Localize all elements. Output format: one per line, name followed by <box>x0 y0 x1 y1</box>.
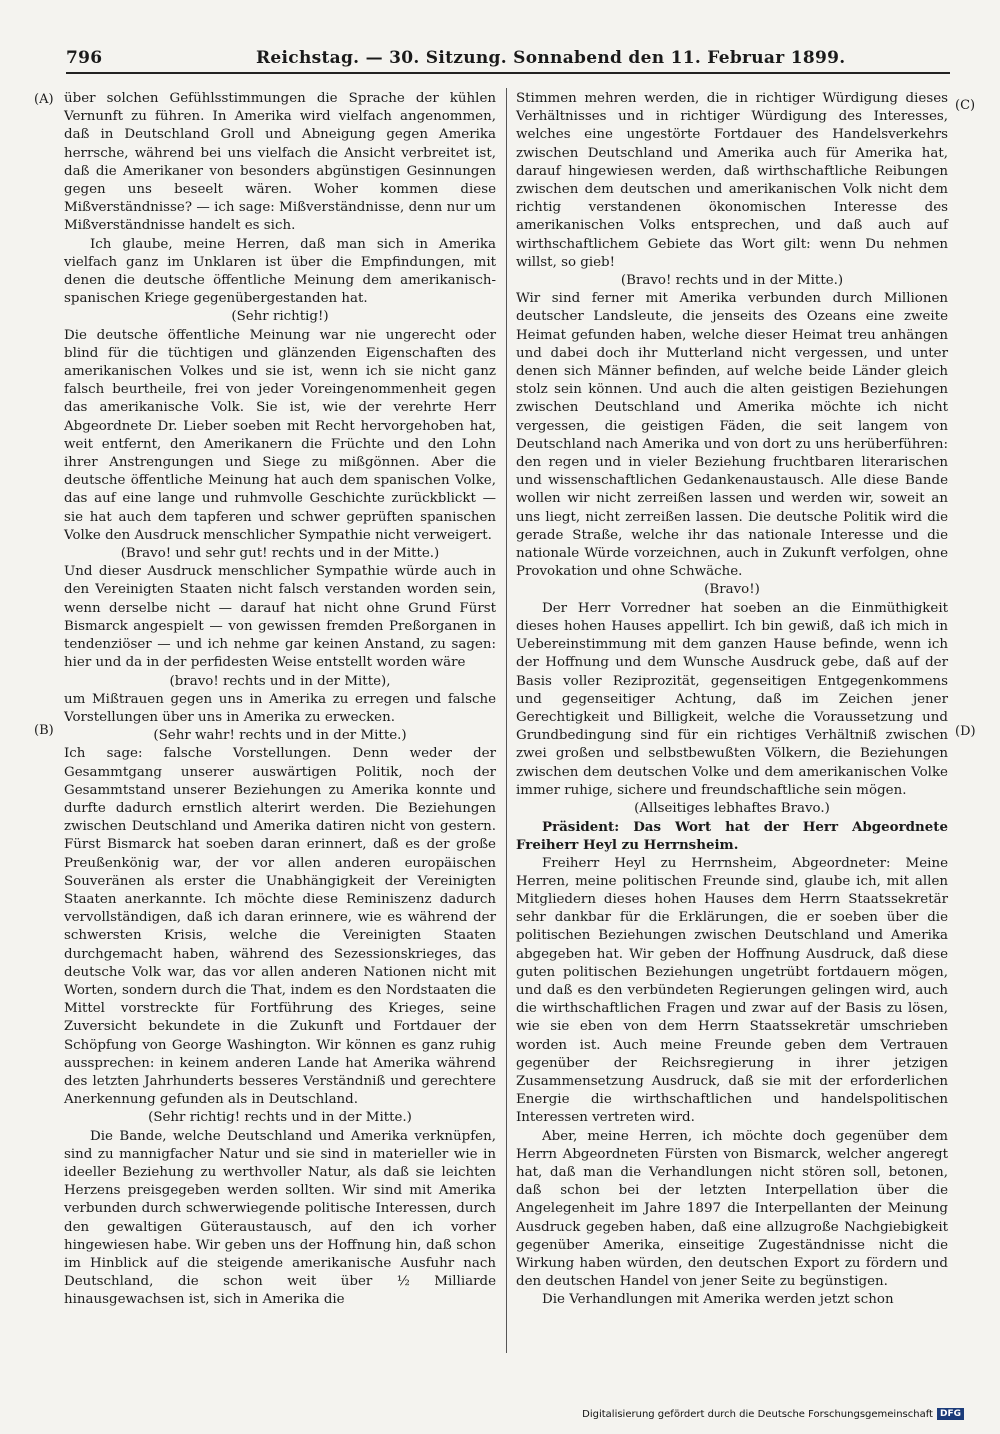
paragraph: Und dieser Ausdruck menschlicher Sympathie würde auch in den Vereinigten Staaten nicht falsch verstanden worden sein, wenn derselbe nicht — darauf hat nicht ohne Grund Fürst Bismarck angespielt — von gewissen fremden Preßorganen in tendenziöser — und ich nehme gar keinen Anstand, zu sagen: hier und da in der perfidesten Weise entstellt worden wäre <box>64 564 496 671</box>
speaker-paragraph: Freiherr Heyl zu Herrnsheim, Abgeordneter: Meine Herren, meine politischen Freunde sind, glaube ich, mit allen Mitgliedern dieses hohen Hauses dem Herrn Staatssekretär sehr dankbar für die Erklärungen, die er soeben über die politischen Beziehungen zwischen Deutschland und Amerika abgegeben hat. Wir geben der Hoffnung Ausdruck, daß diese guten politischen Beziehungen ungetrübt fortdauern mögen, und daß es den verbündeten Regierungen gelingen wird, auch die wirthschaftlichen Fragen und zwar auf der Basis zu lösen, wie sie eben von dem Herrn Staatssekretär umschrieben worden ist. Auch meine Freunde geben dem Vertrauen gegenüber der Reichsregierung in ihrer jetzigen Zusammensetzung Ausdruck, daß sie mit der erforderlichen Energie die wirthschaftlichen und handelspolitischen Interessen vertreten wird. <box>516 855 948 1126</box>
interjection: (Bravo! rechts und in der Mitte.) <box>620 273 844 289</box>
paragraph: um Mißtrauen gegen uns in Amerika zu erregen und falsche Vorstellungen über uns in Amerika zu erwecken. <box>64 691 496 725</box>
interjection: (Sehr wahr! rechts und in der Mitte.) <box>153 728 407 744</box>
margin-marker-d: (D) <box>955 724 976 739</box>
page-number: 796 <box>66 48 103 68</box>
interjection: (Sehr richtig!) <box>231 309 329 325</box>
margin-marker-c: (C) <box>955 98 976 113</box>
paragraph: Stimmen mehren werden, die in richtiger Würdigung dieses Verhältnisses und in richtiger Würdigung des Interesses, welches eine ungestörte Fortdauer des Handelsverkehrs zwischen Deutschland und Amerika auch für Amerika hat, darauf hingewiesen werden, daß wirthschaftliche Reibungen zwischen dem deutschen und amerikanischen Volk nicht dem richtig verstandenen ökonomischen Interesse des amerikanischen Volks entsprechen, und daß auch auf wirthschaftlichem Gebiete das Wort gilt: wenn Du nehmen willst, so gieb! <box>516 91 948 270</box>
interjection: (Bravo!) <box>704 582 760 598</box>
right-column <box>516 90 948 1310</box>
credit-text: Digitalisierung gefördert durch die Deutsche Forschungsgemeinschaft <box>582 1408 933 1420</box>
paragraph: Ich sage: falsche Vorstellungen. Denn weder der Gesammtgang unserer auswärtigen Politik, noch der Gesammtstand unserer Beziehungen zu Amerika konnte und durfte dadurch ernstlich alterirt werden. Die Beziehungen zwischen Deutschland und Amerika datiren nicht von gestern. Fürst Bismarck hat soeben daran erinnert, daß es der große Preußenkönig war, der vor allen anderen europäischen Souveränen als erster die Unabhängigkeit der Vereinigten Staaten anerkannte. Ich möchte diese Reminiszenz dadurch vervollständigen, daß ich daran erinnere, wie es während der schwersten Krisis, welche die Vereinigten Staaten durchgemacht haben, während des Sezessionskrieges, das deutsche Volk war, das vor allen anderen Nationen nicht mit Worten, sondern durch die That, indem es den Nordstaaten die Mittel vorstreckte für Fortführung des Krieges, seine Zuversicht bekundete in die Zukunft und Fortdauer der Schöpfung von George Washington. Wir können es ganz ruhig aussprechen: in keinem anderen Lande hat Amerika während des letzten Jahrhunderts besseres Verständniß und gerechtere Anerkennung gefunden als in Deutschland. <box>64 746 496 1108</box>
paragraph: Wir sind ferner mit Amerika verbunden durch Millionen deutscher Landsleute, die jenseits des Ozeans eine zweite Heimat gefunden haben, welche dieser Heimat treu anhängen und dabei doch ihr Mutterland nicht vergessen, und unter denen sich Männer befinden, auf welche beide Länder gleich stolz sein können. Und auch die alten geistigen Beziehungen zwischen Deutschland und Amerika möchte ich nicht vergessen, die geistigen Fäden, die seit langem von Deutschland nach Amerika und von dort zu uns herüberführen: den regen und in vieler Beziehung fruchtbaren literarischen und wissenschaftlichen Gedankenaustausch. Alle diese Bande wollen wir nicht zerreißen lassen und werden wir, soweit an uns liegt, nicht zerreißen lassen. Die deutsche Politik wird die gerade Straße, welche ihr das nationale Interesse und die nationale Würde vorzeichnen, auch in Zukunft verfolgen, ohne Provokation und ohne Schwäche. <box>516 291 948 580</box>
paragraph: Aber, meine Herren, ich möchte doch gegenüber dem Herrn Abgeordneten Fürsten von Bismarck, welcher angeregt hat, daß man die Verhandlungen nicht stören soll, betonen, daß schon bei der letzten Interpellation über die Angelegenheit im Jahre 1897 die Interpellanten der Meinung Ausdruck gegeben haben, daß eine allzugroße Nachgiebigkeit gegenüber Amerika, einseitige Zugeständnisse nicht die Wirkung haben würden, den deutschen Export zu fördern und den deutschen Handel von jener Seite zu begünstigen. <box>516 1128 948 1290</box>
header-rule <box>66 72 950 74</box>
dfg-logo: DFG <box>937 1408 964 1420</box>
footer-credit <box>582 1406 964 1422</box>
margin-marker-b: (B) <box>34 723 54 738</box>
interjection: (Allseitiges lebhaftes Bravo.) <box>634 800 830 816</box>
paragraph: Ich glaube, meine Herren, daß man sich in Amerika vielfach ganz im Unklaren ist über die Empfindungen, mit denen die deutsche öffentliche Meinung dem amerikanisch-spanischen Kriege gegenübergestanden hat. <box>64 236 496 307</box>
interjection: (Sehr richtig! rechts und in der Mitte.) <box>148 1110 412 1126</box>
paragraph: über solchen Gefühlsstimmungen die Sprache der kühlen Vernunft zu führen. In Amerika wird vielfach angenommen, daß in Deutschland Groll und Abneigung gegen Amerika herrsche, während bei uns vielfach die Ansicht verbreitet ist, daß die Amerikaner von besonders abgünstigen Gesinnungen gegen uns beseelt wären. Woher kommen diese Mißverständnisse? — ich sage: Mißverständnisse, denn nur um Mißverständnisse handelt es sich. <box>64 91 496 234</box>
interjection: (bravo! rechts und in der Mitte), <box>169 673 391 689</box>
paragraph: Die deutsche öffentliche Meinung war nie ungerecht oder blind für die tüchtigen und glänzenden Eigenschaften des amerikanischen Volkes und sie ist, wenn ich sie nicht ganz falsch beurtheile, frei von jeder Voreingenommenheit gegen das amerikanische Volk. Sie ist, wie der verehrte Herr Abgeordnete Dr. Lieber soeben mit Recht hervorgehoben hat, weit entfernt, den Amerikanern die Früchte und den Lohn ihrer Anstrengungen und Siege zu mißgönnen. Aber die deutsche öffentliche Meinung hat auch dem spanischen Volke, das auf eine lange und ruhmvolle Geschichte zurückblickt — sie hat auch dem tapferen und schwer geprüften spanischen Volke den Ausdruck menschlicher Sympathie nicht verweigert. <box>64 327 496 543</box>
column-divider <box>506 88 507 1353</box>
paragraph: Die Bande, welche Deutschland und Amerika verknüpfen, sind zu mannigfacher Natur und sie sind in materieller wie in ideeller Beziehung zu werthvoller Natur, als daß sie leichten Herzens preisgegeben werden sollten. Wir sind mit Amerika verbunden durch schwerwiegende politische Interessen, durch den gewaltigen Güteraustausch, auf den ich vorher hingewiesen habe. Wir geben uns der Hoffnung hin, daß schon im Hinblick auf die steigende amerikanische Ausfuhr nach Deutschland, die schon weit über ½ Milliarde hinausgewachsen ist, sich in Amerika die <box>64 1128 496 1308</box>
margin-marker-a: (A) <box>34 92 54 107</box>
interjection: (Bravo! und sehr gut! rechts und in der Mitte.) <box>120 546 440 562</box>
president-speech: Präsident: Das Wort hat der Herr Abgeordnete Freiherr Heyl zu Herrnsheim. <box>516 819 948 854</box>
running-title: Reichstag. — 30. Sitzung. Sonnabend den 11. Februar 1899. <box>256 48 846 68</box>
paragraph: Der Herr Vorredner hat soeben an die Einmüthigkeit dieses hohen Hauses appellirt. Ich bin gewiß, daß ich mich in Uebereinstimmung mit dem ganzen Hause befinde, wenn ich der Hoffnung und dem Wunsche Ausdruck gebe, daß auf der Basis voller Reziprozität, gegenseitigen Entgegenkommens und gegenseitiger Achtung, daß im Zeichen jener Gerechtigkeit und Billigkeit, welche die Voraussetzung und Grundbedingung sind für ein richtiges Verhältniß zwischen zwei großen und selbstbewußten Völkern, die Beziehungen zwischen dem deutschen Volke und dem amerikanischen Volke immer ruhige, sichere und freundschaftliche sein mögen. <box>516 600 948 798</box>
page-header <box>66 46 950 72</box>
left-column <box>64 90 496 1310</box>
paragraph: Die Verhandlungen mit Amerika werden jetzt schon <box>542 1292 894 1308</box>
